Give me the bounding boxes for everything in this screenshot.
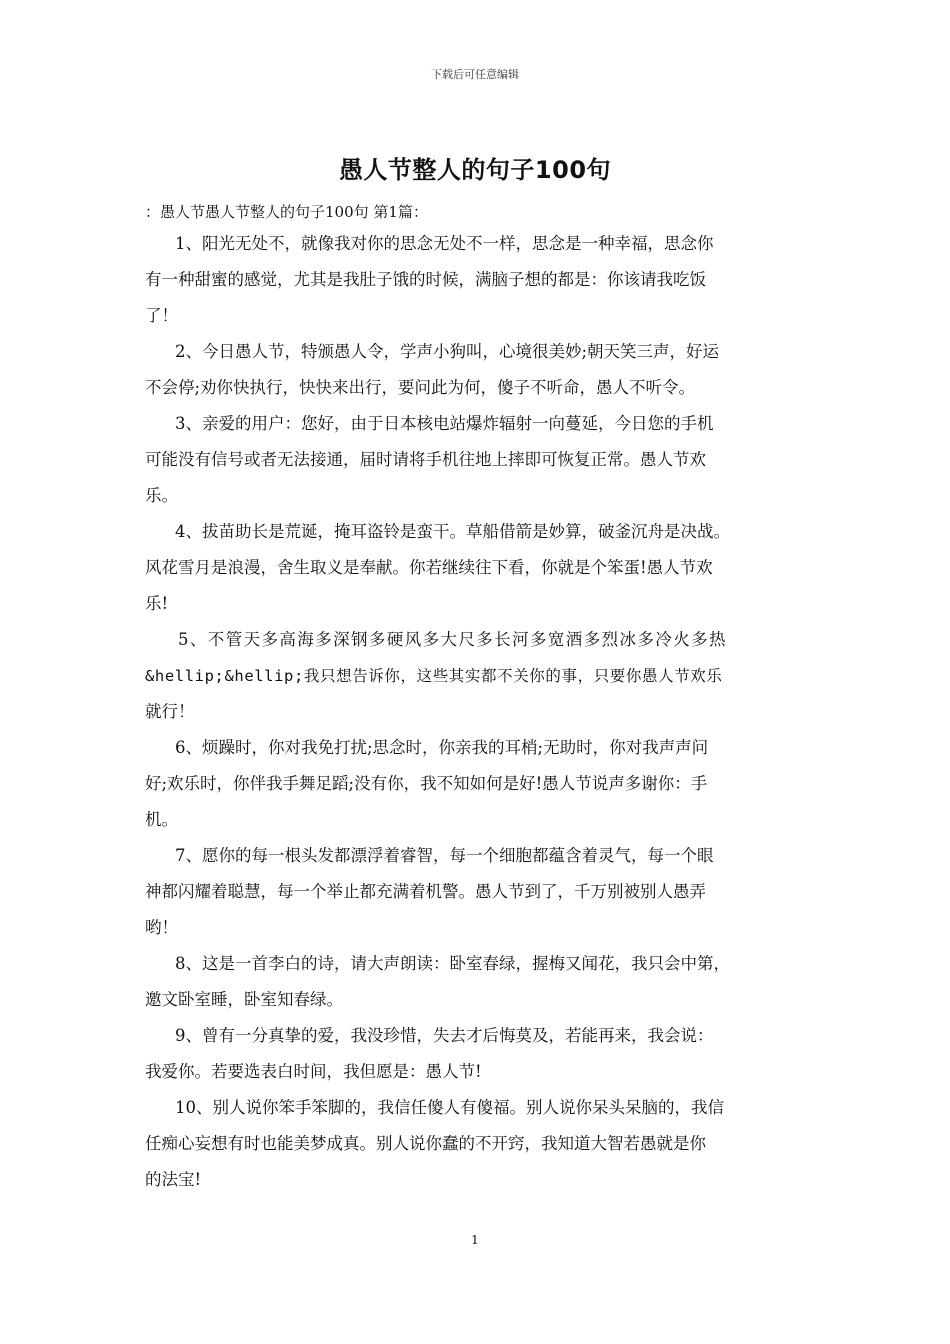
paragraph-1 xyxy=(145,226,815,334)
paragraph-line: 6、烦躁时，你对我免打扰;思念时，你亲我的耳梢;无助时，你对我声声问 xyxy=(175,738,709,757)
paragraph-line: 就行！ xyxy=(145,702,195,721)
paragraph-8 xyxy=(145,946,815,1018)
paragraph-line: 10、别人说你笨手笨脚的，我信任傻人有傻福。别人说你呆头呆脑的，我信 xyxy=(175,1098,724,1117)
paragraph-line: 可能没有信号或者无法接通，届时请将手机往地上摔即可恢复正常。愚人节欢 xyxy=(145,450,706,469)
paragraph-line: 2、今日愚人节，特颁愚人令，学声小狗叫，心境很美妙;朝天笑三声，好运 xyxy=(175,342,720,361)
section-heading: ：愚人节愚人节整人的句子100句 第1篇： xyxy=(145,203,428,221)
page-number: 1 xyxy=(471,1233,479,1247)
paragraph-line: 不会停;劝你快执行，快快来出行，要问此为何，傻子不听命，愚人不听令。 xyxy=(145,378,696,397)
paragraph-line: 9、曾有一分真挚的爱，我没珍惜，失去才后悔莫及，若能再来，我会说： xyxy=(175,1026,714,1045)
paragraph-line: 机。 xyxy=(145,810,178,829)
paragraph-7 xyxy=(145,838,815,946)
paragraph-4 xyxy=(145,514,815,622)
document-body xyxy=(145,198,815,1198)
paragraph-2 xyxy=(145,334,815,406)
paragraph-line: 我爱你。若要选表白时间，我但愿是：愚人节! xyxy=(145,1062,482,1081)
paragraph-line: 7、愿你的每一根头发都漂浮着睿智，每一个细胞都蕴含着灵气，每一个眼 xyxy=(175,846,714,865)
paragraph-line: 8、这是一首李白的诗，请大声朗读：卧室春绿，握梅又闻花，我只会中第， xyxy=(175,954,730,973)
document-title: 愚人节整人的句子100句 xyxy=(338,156,612,184)
paragraph-line: 4、拔苗助长是荒诞，掩耳盗铃是蛮干。草船借箭是妙算，破釜沉舟是决战。 xyxy=(175,522,730,541)
paragraph-line: 了！ xyxy=(145,306,178,325)
paragraph-6 xyxy=(145,730,815,838)
paragraph-line: 神都闪耀着聪慧，每一个举止都充满着机警。愚人节到了，千万别被别人愚弄 xyxy=(145,882,706,901)
paragraph-10 xyxy=(145,1090,815,1198)
paragraph-line: 好;欢乐时，你伴我手舞足蹈;没有你，我不知如何是好!愚人节说声多谢你：手 xyxy=(145,774,708,793)
header-note: 下载后可任意编辑 xyxy=(431,68,519,81)
paragraph-line: 1、阳光无处不，就像我对你的思念无处不一样，思念是一种幸福，思念你 xyxy=(175,234,714,253)
paragraph-line: 的法宝! xyxy=(145,1170,202,1189)
paragraph-line: 3、亲爱的用户：您好，由于日本核电站爆炸辐射一向蔓延，今日您的手机 xyxy=(175,414,714,433)
paragraph-line: 5、不管天多高海多深钢多硬风多大尺多长河多宽酒多烈冰多冷火多热 xyxy=(178,630,727,649)
paragraph-line: 乐。 xyxy=(145,486,178,505)
paragraph-9 xyxy=(145,1018,815,1090)
paragraph-line: 任痴心妄想有时也能美梦成真。别人说你蠢的不开窍，我知道大智若愚就是你 xyxy=(145,1134,706,1153)
paragraph-line: 邀文卧室睡，卧室知春绿。 xyxy=(145,990,343,1009)
paragraph-3 xyxy=(145,406,815,514)
paragraph-line: &hellip;&hellip;我只想告诉你，这些其实都不关你的事，只要你愚人节欢乐 xyxy=(145,667,723,685)
paragraph-line: 哟！ xyxy=(145,918,178,937)
paragraph-line: 风花雪月是浪漫，舍生取义是奉献。你若继续往下看，你就是个笨蛋!愚人节欢 xyxy=(145,558,713,577)
paragraph-line: 乐! xyxy=(145,594,169,613)
paragraph-line: 有一种甜蜜的感觉，尤其是我肚子饿的时候，满脑子想的都是：你该请我吃饭 xyxy=(145,270,706,289)
paragraph-5 xyxy=(145,622,815,730)
